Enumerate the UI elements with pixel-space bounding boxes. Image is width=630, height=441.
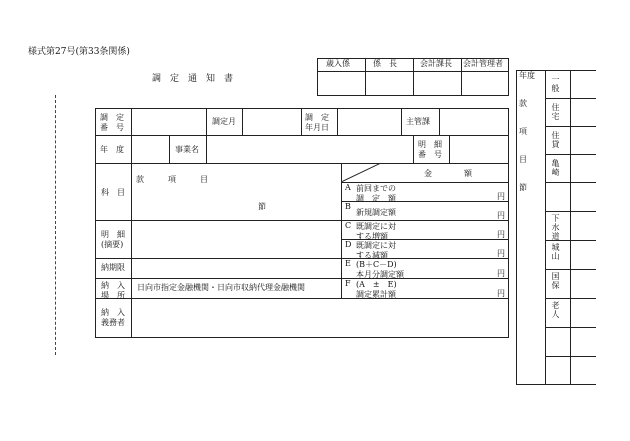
side-option-jutaku: 住宅: [551, 103, 560, 121]
dept-label: 主管課: [406, 117, 430, 126]
side-option-kamezaki: 亀崎: [551, 159, 560, 177]
place-label: 納 入 場 所: [101, 281, 125, 301]
form-number: 様式第27号(第33条関係): [28, 47, 130, 57]
side-option-rojin: 老人: [551, 301, 560, 319]
amount-row-key: C: [345, 221, 352, 230]
amount-row-text: 新規調定額: [356, 208, 396, 217]
payer-label: 納 入 義務者: [101, 308, 125, 328]
amount-header-diagonal: [341, 163, 381, 183]
detail-no-label: 明 細 番 号: [418, 140, 442, 160]
amount-row-key: B: [345, 202, 351, 211]
side-option-shiroyama: 城山: [551, 243, 560, 261]
side-option-ippan: 一般: [551, 75, 560, 93]
business-label: 事業名: [175, 145, 199, 154]
perforation-line: [55, 95, 56, 355]
approval-label-1: 係 長: [373, 59, 397, 68]
side-label-setsu: 節: [519, 183, 527, 192]
side-option-gesuido: 下水道: [551, 214, 560, 241]
amount-row-yen: 円: [497, 192, 505, 201]
amount-row-key: F: [345, 279, 351, 288]
detail-label: 明 細 (摘要): [101, 230, 125, 250]
amount-header: 金 額: [424, 169, 472, 178]
approval-label-0: 歳入係: [326, 59, 350, 68]
subject-header: 款 項 目: [136, 175, 208, 184]
amount-row-text: (B＋C－D) 本月分調定額: [356, 260, 404, 279]
year-label: 年 度: [100, 145, 124, 154]
approval-label-3: 会計管理者: [463, 59, 503, 68]
amount-row-yen: 円: [497, 230, 505, 239]
subject-label: 科 目: [101, 188, 125, 197]
side-option-kokuho: 国保: [551, 272, 560, 290]
due-label: 納期限: [101, 263, 125, 272]
amount-row-key: A: [345, 183, 351, 192]
place-value: 日向市指定金融機関・日向市収納代理金融機関: [137, 283, 305, 292]
side-label-moku: 目: [519, 155, 527, 164]
approval-label-2: 会計課長: [420, 59, 452, 68]
amount-row-text: 前回までの 調 定 額: [356, 184, 396, 203]
side-label-kan: 款: [519, 99, 527, 108]
amount-row-yen: 円: [497, 249, 505, 258]
date-label: 調 定 年月日: [305, 113, 329, 133]
subject-sub: 節: [258, 202, 266, 211]
amount-row-text: 既調定に対 する増額: [356, 222, 396, 241]
amount-row-key: E: [345, 259, 351, 268]
amount-row-yen: 円: [497, 211, 505, 220]
month-label: 調定月: [212, 117, 236, 126]
amount-row-key: D: [345, 240, 352, 249]
side-option-jutai: 住貸: [551, 131, 560, 149]
side-label-kou: 項: [519, 127, 527, 136]
amount-row-yen: 円: [497, 289, 505, 298]
id-label: 調 定 番 号: [100, 113, 124, 133]
amount-row-text: (A ± E) 調定累計額: [356, 280, 397, 299]
amount-row-text: 既調定に対 する減額: [356, 241, 396, 260]
side-label-year: 年度: [519, 71, 535, 80]
amount-row-yen: 円: [497, 269, 505, 278]
form-title: 調 定 通 知 書: [152, 74, 234, 84]
